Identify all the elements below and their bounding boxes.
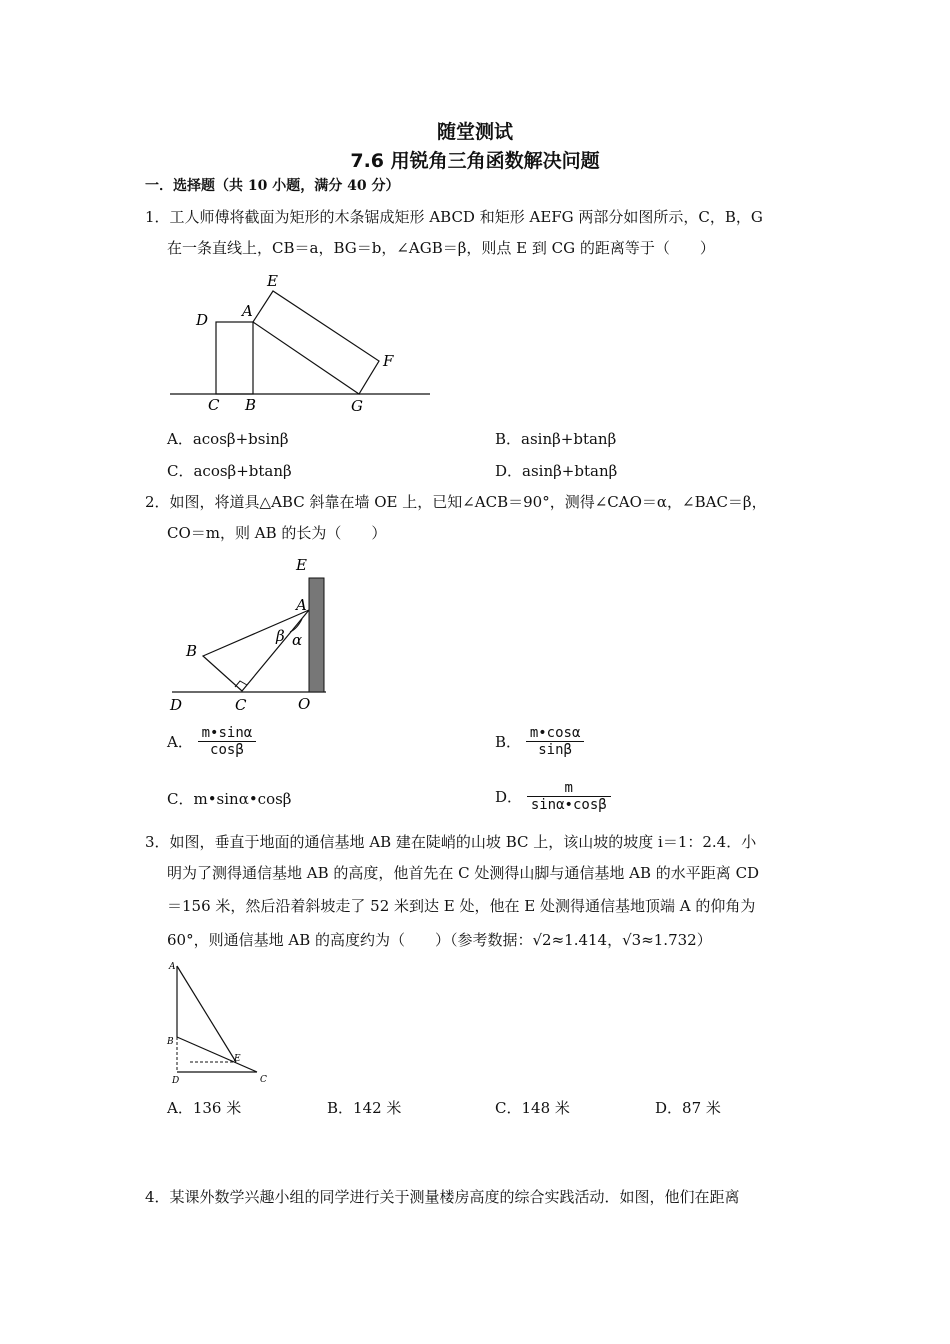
q2-figure	[160, 555, 340, 715]
q1-option-d: D．asinβ+btanβ	[495, 462, 618, 480]
q3-label-e: E	[234, 1054, 241, 1064]
q2-option-a-numerator: m•sinα	[198, 725, 257, 742]
q3-label-a: A	[169, 962, 176, 972]
q3-text-line1: 3．如图，垂直于地面的通信基地 AB 建在陡峭的山坡 BC 上，该山坡的坡度 i＝1：2.4．小	[145, 833, 757, 851]
q3-text-line2: 明为了测得通信基地 AB 的高度，他首先在 C 处测得山脚与通信基地 AB 的水平距离 CD	[167, 864, 760, 882]
q3-option-d: D．87 米	[655, 1099, 721, 1117]
q1-label-a: A	[242, 302, 253, 320]
q2-option-d-label: D．	[495, 788, 523, 806]
q3-text-line3: ＝156 米，然后沿着斜坡走了 52 米到达 E 处，他在 E 处测得通信基地顶端 A 的仰角为	[167, 897, 756, 915]
q1-label-c: C	[208, 396, 220, 414]
q1-figure	[160, 268, 440, 418]
q1-label-b: B	[245, 396, 257, 414]
q2-option-d-denominator: sinα•cosβ	[530, 797, 607, 813]
q1-option-b: B．asinβ+btanβ	[495, 430, 617, 448]
q2-option-d	[495, 780, 611, 813]
q1-text-line1: 1．工人师傅将截面为矩形的木条锯成矩形 ABCD 和矩形 AEFG 两部分如图所示，C，B，G	[145, 208, 763, 226]
q1-label-f: F	[383, 352, 394, 370]
q2-option-a-fraction	[198, 725, 257, 758]
page-subtitle: 7.6 用锐角三角函数解决问题	[350, 150, 600, 172]
q1-option-a: A．acosβ+bsinβ	[167, 430, 289, 448]
q2-option-a-label: A．	[167, 733, 193, 751]
page-title: 随堂测试	[436, 121, 513, 143]
q1-option-c: C．acosβ+btanβ	[167, 462, 292, 480]
q3-option-b: B．142 米	[327, 1099, 402, 1117]
q1-label-d: D	[196, 311, 209, 329]
q3-option-a: A．136 米	[167, 1099, 242, 1117]
q2-option-d-fraction	[527, 780, 611, 813]
q2-option-a-denominator: cosβ	[210, 742, 244, 758]
q2-label-d: D	[170, 696, 183, 714]
q2-label-a: A	[296, 596, 307, 614]
q2-text-line1: 2．如图，将道具△ABC 斜靠在墙 OE 上，已知∠ACB＝90°，测得∠CAO＝α，∠BAC＝β，	[145, 493, 767, 511]
q3-figure	[160, 958, 280, 1093]
q2-label-e: E	[296, 556, 307, 574]
q2-option-c: C．m•sinα•cosβ	[167, 790, 292, 808]
q3-text-line4: 60°，则通信基地 AB 的高度约为（ ）（参考数据：√2≈1.414，√3≈1.732）	[167, 931, 712, 949]
q2-label-alpha: α	[292, 631, 303, 649]
q2-option-a	[167, 725, 256, 758]
q2-option-b-fraction	[526, 725, 585, 758]
q2-option-b-numerator: m•cosα	[526, 725, 585, 742]
q2-text-line2: CO＝m，则 AB 的长为（ ）	[167, 524, 387, 542]
q2-option-b	[495, 725, 584, 758]
q2-label-c: C	[235, 696, 247, 714]
q2-option-b-label: B．	[495, 733, 522, 751]
q2-option-d-numerator: m	[527, 780, 611, 797]
q3-option-c: C．148 米	[495, 1099, 570, 1117]
q2-label-b: B	[186, 642, 198, 660]
q2-label-beta: β	[276, 627, 285, 645]
q3-label-b: B	[167, 1037, 174, 1047]
q3-label-c: C	[260, 1075, 267, 1085]
q3-label-d: D	[172, 1076, 180, 1086]
q1-text-line2: 在一条直线上，CB＝a，BG＝b，∠AGB＝β，则点 E 到 CG 的距离等于（ ）	[167, 239, 715, 257]
q4-text-line1: 4．某课外数学兴趣小组的同学进行关于测量楼房高度的综合实践活动．如图，他们在距离	[145, 1188, 740, 1206]
q1-label-e: E	[267, 272, 278, 290]
q1-label-g: G	[351, 397, 363, 415]
q2-option-b-denominator: sinβ	[538, 742, 572, 758]
section-heading: 一．选择题（共 10 小题，满分 40 分）	[145, 178, 400, 194]
q2-label-o: O	[298, 695, 311, 713]
